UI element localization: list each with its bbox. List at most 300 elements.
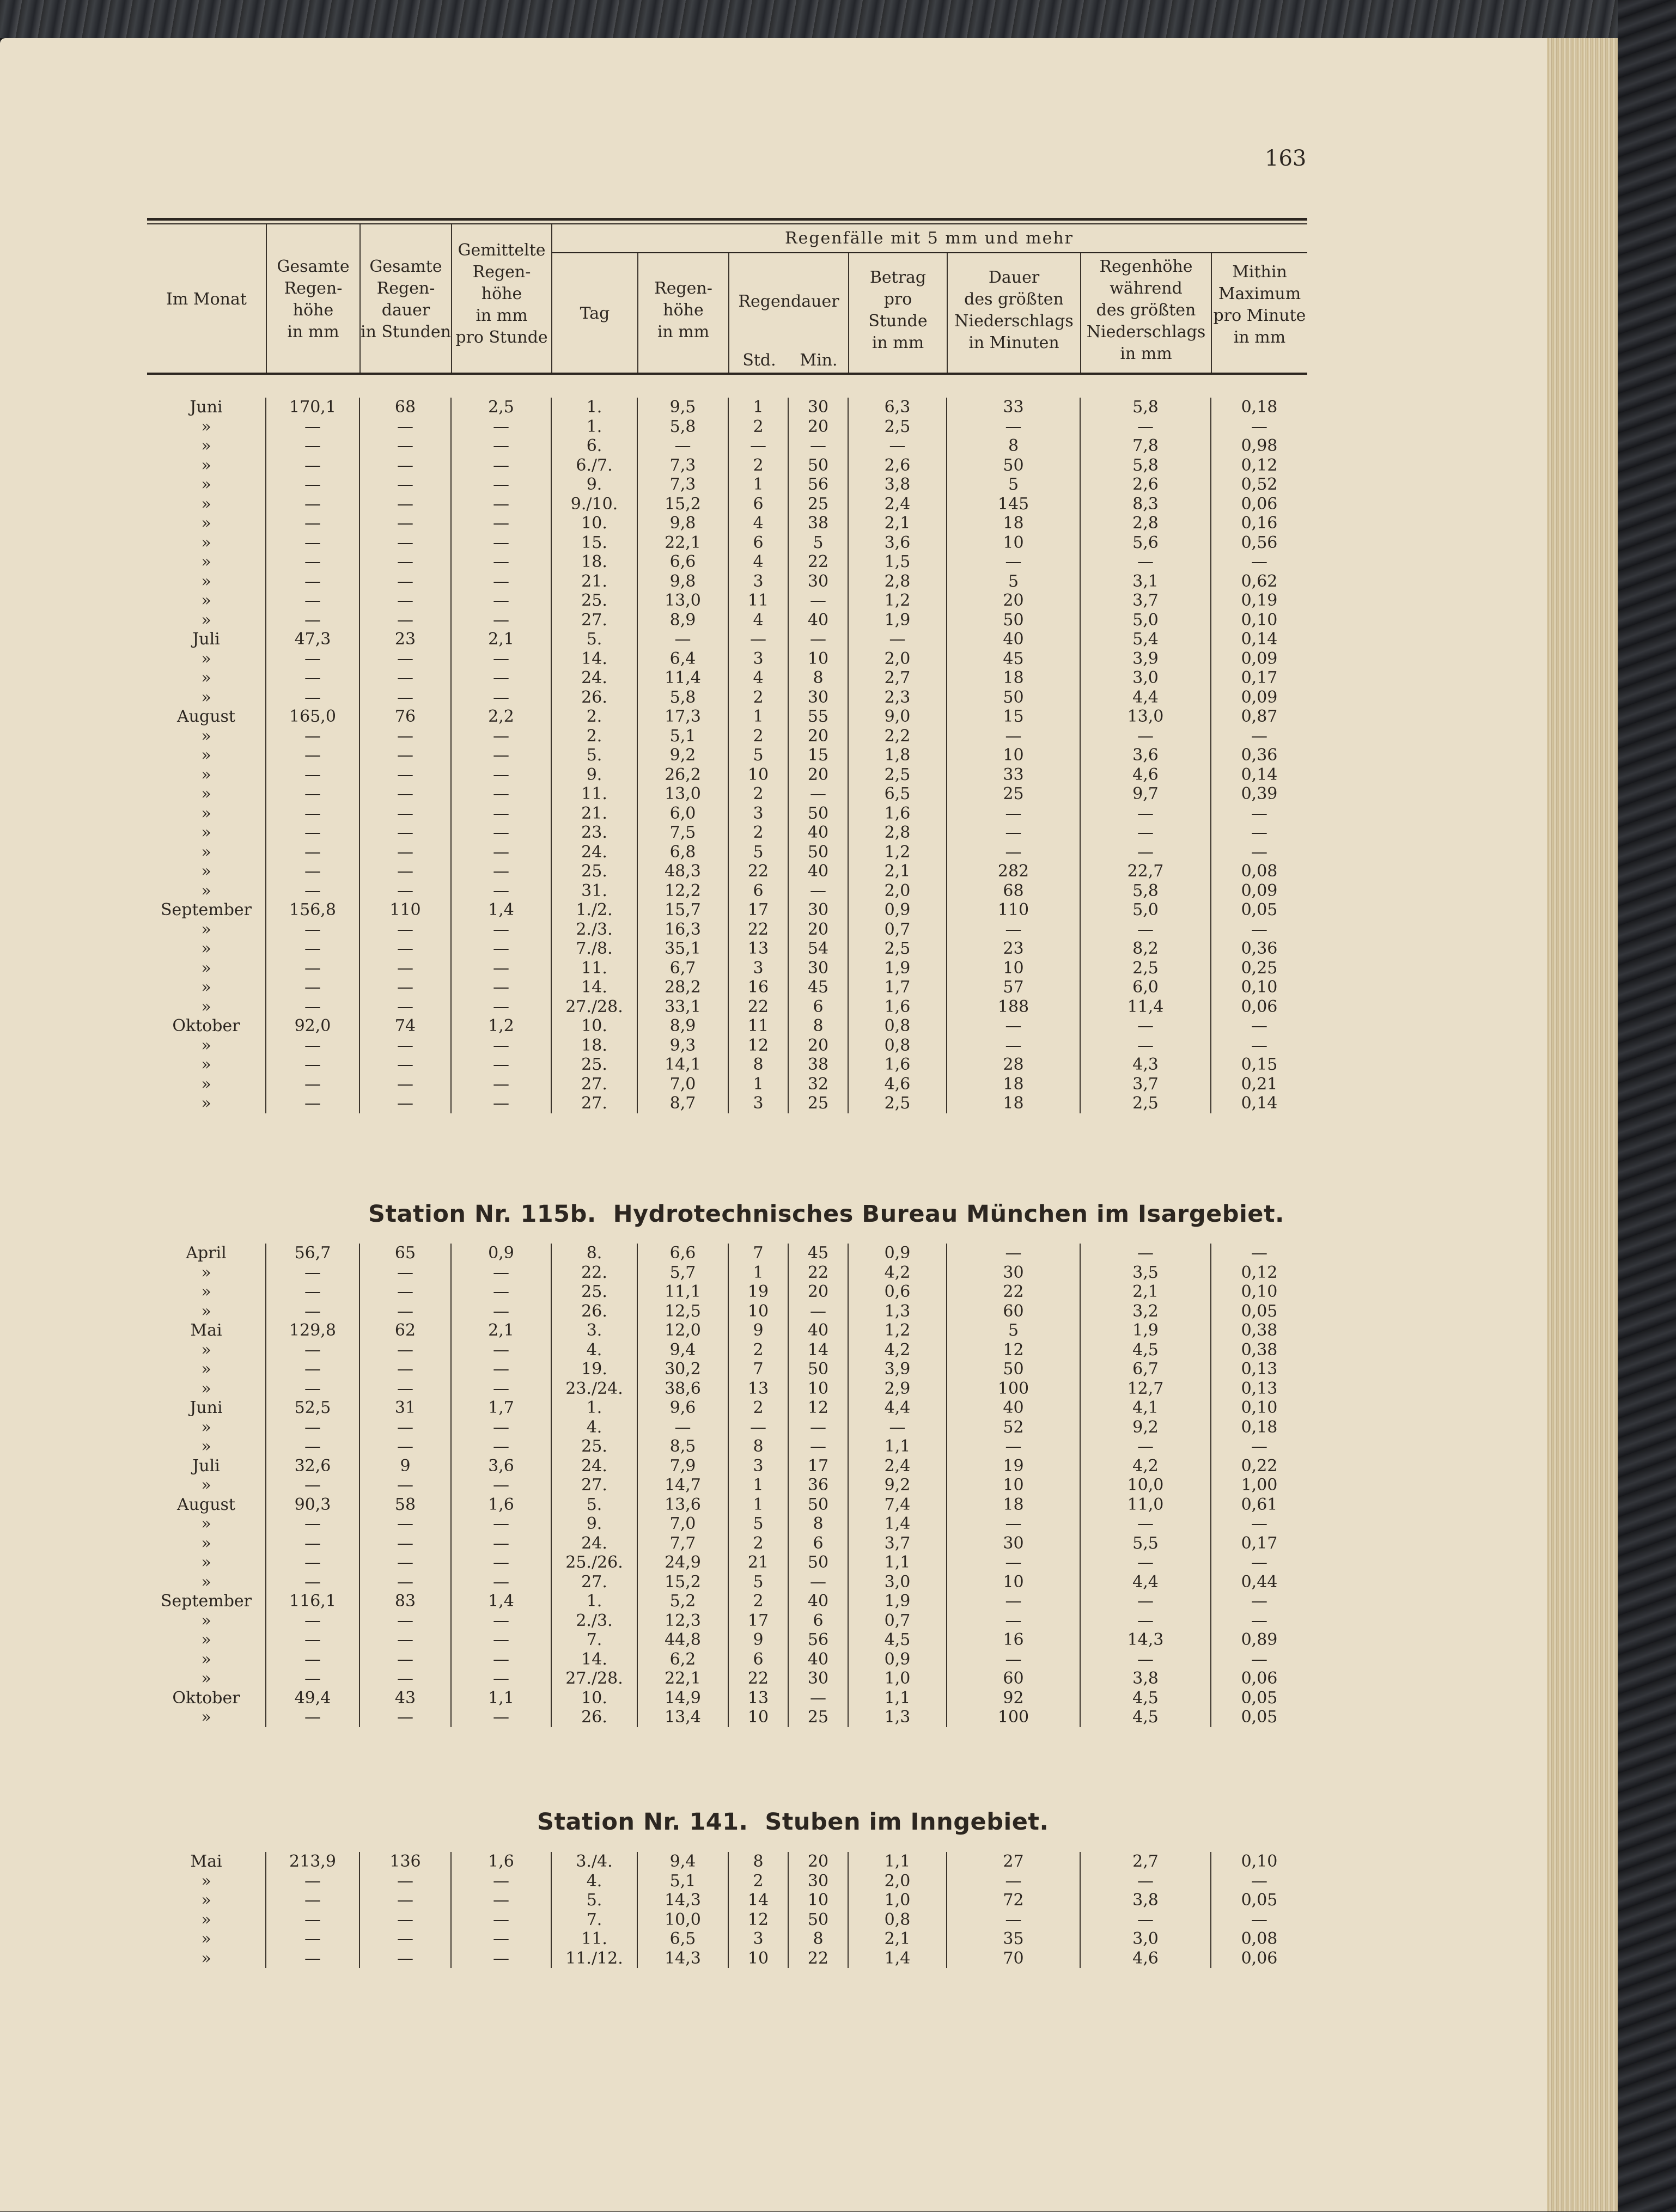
cell-duration-minutes: 8	[788, 1016, 848, 1036]
cell-rain-height: 11,1	[637, 1282, 728, 1302]
header-tag: Tag	[580, 304, 610, 323]
table-row	[147, 1244, 1307, 1263]
cell-mean-per-hour: —	[451, 436, 551, 456]
cell-total-rain: —	[266, 552, 359, 572]
cell-max-height: 3,5	[1080, 1263, 1211, 1283]
cell-duration-minutes: 50	[788, 1360, 848, 1379]
cell-month: »	[147, 1949, 266, 1969]
cell-duration-hours: 13	[728, 1689, 788, 1708]
cell-total-duration: —	[359, 1360, 451, 1379]
cell-duration-minutes: 25	[788, 1708, 848, 1727]
cell-mean-per-hour: —	[451, 649, 551, 669]
table-row	[147, 1573, 1307, 1592]
cell-amount-per-hour: 0,6	[848, 1282, 947, 1302]
header-regenhoehe	[638, 278, 728, 343]
cell-day: 10.	[551, 1689, 637, 1708]
cell-amount-per-hour: 1,6	[848, 804, 947, 824]
cell-day: 5.	[551, 630, 637, 649]
cell-mean-per-hour: —	[451, 1476, 551, 1495]
table-row	[147, 1457, 1307, 1476]
cell-month: »	[147, 1282, 266, 1302]
cell-duration-hours: 9	[728, 1630, 788, 1650]
cell-amount-per-hour: 2,4	[848, 495, 947, 514]
cell-amount-per-hour: 0,7	[848, 920, 947, 940]
cell-rain-height: 12,0	[637, 1321, 728, 1340]
cell-max-height: —	[1080, 1244, 1211, 1263]
cell-month: »	[147, 959, 266, 978]
cell-month: Oktober	[147, 1689, 266, 1708]
cell-day: 18.	[551, 552, 637, 572]
cell-day: 22.	[551, 1263, 637, 1283]
cell-amount-per-hour: 1,9	[848, 611, 947, 630]
header-line: Niederschlags	[954, 312, 1074, 331]
cell-max-per-minute: 0,08	[1241, 1929, 1278, 1948]
cell-duration-minutes: 25	[788, 1094, 848, 1113]
table-row	[147, 630, 1307, 649]
cell-duration-hours: 1	[728, 475, 788, 495]
cell-duration-hours: 3	[728, 804, 788, 824]
cell-day: 26.	[551, 1708, 637, 1727]
table-row	[147, 1340, 1307, 1360]
cell-duration-hours: 2	[728, 1872, 788, 1891]
header-line: Regen-	[654, 279, 712, 298]
cell-mean-per-hour: —	[451, 1910, 551, 1930]
cell-day: 2./3.	[551, 1611, 637, 1631]
table-row	[147, 1650, 1307, 1669]
cell-amount-per-hour: 1,2	[848, 1321, 947, 1340]
cell-max-per-minute: —	[1251, 842, 1267, 862]
cell-mean-per-hour: —	[451, 514, 551, 533]
cell-duration-minutes: 8	[788, 1929, 848, 1949]
station-141-number: Station Nr. 141.	[537, 1808, 748, 1836]
cell-max-duration: —	[947, 1872, 1080, 1891]
cell-max-height: —	[1080, 1514, 1211, 1534]
cell-day: 27.	[551, 1075, 637, 1094]
cell-month: »	[147, 649, 266, 669]
cell-max-duration: —	[947, 1016, 1080, 1036]
cell-max-duration: —	[947, 1514, 1080, 1534]
cell-total-rain: —	[266, 784, 359, 804]
table-row	[147, 1398, 1307, 1418]
cell-day: 2.	[551, 707, 637, 727]
cell-duration-hours: 1	[728, 707, 788, 727]
cell-max-height: —	[1080, 920, 1211, 940]
cell-mean-per-hour: —	[451, 746, 551, 765]
cell-max-per-minute: 0,52	[1241, 475, 1278, 494]
cell-month: Mai	[147, 1852, 266, 1872]
cell-total-duration: —	[359, 1650, 451, 1669]
cell-amount-per-hour: 1,1	[848, 1437, 947, 1457]
cell-duration-hours: 5	[728, 746, 788, 765]
cell-month: »	[147, 1055, 266, 1075]
cell-max-per-minute: 0,25	[1241, 958, 1278, 978]
cell-month: »	[147, 862, 266, 881]
cell-mean-per-hour: —	[451, 1514, 551, 1534]
cell-rain-height: 9,6	[637, 1398, 728, 1418]
cell-max-height: 5,0	[1080, 611, 1211, 630]
cell-mean-per-hour: —	[451, 1611, 551, 1631]
cell-month: Juli	[147, 630, 266, 649]
cell-day: 27.	[551, 611, 637, 630]
cell-duration-minutes: 22	[788, 552, 848, 572]
header-line: Maximum	[1218, 284, 1301, 303]
cell-max-height: —	[1080, 1650, 1211, 1669]
cell-total-rain: —	[266, 417, 359, 437]
cell-amount-per-hour: 1,8	[848, 746, 947, 765]
cell-rain-height: 13,6	[637, 1495, 728, 1515]
cell-max-duration: 18	[947, 1075, 1080, 1094]
cell-max-height: 3,8	[1080, 1891, 1211, 1910]
cell-mean-per-hour: —	[451, 668, 551, 688]
cell-day: 4.	[551, 1872, 637, 1891]
cell-mean-per-hour: —	[451, 881, 551, 901]
cell-mean-per-hour: —	[451, 1929, 551, 1949]
cell-max-per-minute: 0,13	[1241, 1379, 1278, 1398]
cell-month: »	[147, 1360, 266, 1379]
table-row	[147, 823, 1307, 843]
table-row	[147, 900, 1307, 920]
header-line: pro Minute	[1213, 306, 1306, 325]
cell-max-duration: 110	[947, 900, 1080, 920]
cell-max-per-minute: 0,36	[1241, 746, 1278, 765]
cell-rain-height: 13,0	[637, 591, 728, 611]
cell-month: »	[147, 1263, 266, 1283]
cell-amount-per-hour: 9,2	[848, 1476, 947, 1495]
cell-total-rain: —	[266, 1611, 359, 1631]
cell-rain-height: 17,3	[637, 707, 728, 727]
cell-max-per-minute: 0,38	[1241, 1340, 1278, 1360]
cell-mean-per-hour: —	[451, 1630, 551, 1650]
cell-max-per-minute: 0,89	[1241, 1630, 1278, 1649]
cell-max-duration: 5	[947, 1321, 1080, 1340]
cell-day: 11./12.	[551, 1949, 637, 1969]
cell-total-duration: 136	[359, 1852, 451, 1872]
cell-max-duration: —	[947, 1036, 1080, 1056]
cell-max-duration: 70	[947, 1949, 1080, 1969]
cell-total-rain: —	[266, 1418, 359, 1437]
table-row	[147, 514, 1307, 533]
cell-duration-minutes: 56	[788, 1630, 848, 1650]
cell-total-rain: —	[266, 1263, 359, 1283]
cell-max-per-minute: 0,17	[1241, 1533, 1278, 1553]
cell-rain-height: —	[637, 1418, 728, 1437]
cell-total-duration: —	[359, 649, 451, 669]
cell-total-rain: —	[266, 1929, 359, 1949]
cell-total-duration: —	[359, 1476, 451, 1495]
table-row	[147, 436, 1307, 456]
cell-rain-height: 13,4	[637, 1708, 728, 1727]
table-row	[147, 1891, 1307, 1910]
cell-day: 27.	[551, 1573, 637, 1592]
cell-month: »	[147, 1514, 266, 1534]
cell-amount-per-hour: 4,4	[848, 1398, 947, 1418]
cell-total-rain: 116,1	[266, 1592, 359, 1611]
cell-duration-hours: 2	[728, 1398, 788, 1418]
cell-max-duration: —	[947, 1611, 1080, 1631]
cell-day: 18.	[551, 1036, 637, 1056]
header-line: in Minuten	[968, 333, 1059, 352]
cell-duration-minutes: 30	[788, 1872, 848, 1891]
cell-max-height: 1,9	[1080, 1321, 1211, 1340]
table-row	[147, 746, 1307, 765]
cell-max-duration: 15	[947, 707, 1080, 727]
cell-amount-per-hour: 1,4	[848, 1949, 947, 1969]
cell-duration-minutes: 40	[788, 862, 848, 881]
cell-amount-per-hour: 0,9	[848, 900, 947, 920]
cell-duration-hours: 19	[728, 1282, 788, 1302]
cell-max-duration: 10	[947, 533, 1080, 553]
cell-max-height: —	[1080, 804, 1211, 824]
cell-rain-height: 6,4	[637, 649, 728, 669]
cell-max-duration: 10	[947, 1476, 1080, 1495]
cell-max-per-minute: 0,08	[1241, 862, 1278, 881]
cell-max-height: 4,3	[1080, 1055, 1211, 1075]
cell-duration-hours: 17	[728, 1611, 788, 1631]
header-line: pro	[883, 290, 912, 309]
cell-rain-height: 6,2	[637, 1650, 728, 1669]
cell-total-duration: —	[359, 495, 451, 514]
header-line: höhe	[663, 301, 704, 320]
cell-total-duration: —	[359, 823, 451, 843]
cell-day: 10.	[551, 514, 637, 533]
rainfall-table-station-141	[147, 1852, 1307, 1968]
cell-total-rain: 56,7	[266, 1244, 359, 1263]
cell-max-height: 6,7	[1080, 1360, 1211, 1379]
cell-day: 19.	[551, 1360, 637, 1379]
cell-total-rain: —	[266, 1630, 359, 1650]
cell-duration-hours: 10	[728, 1949, 788, 1969]
cell-total-rain: —	[266, 1650, 359, 1669]
cell-max-duration: 188	[947, 997, 1080, 1017]
cell-max-duration: 18	[947, 668, 1080, 688]
cell-total-rain: —	[266, 1891, 359, 1910]
cell-duration-hours: —	[728, 630, 788, 649]
book-binding-right	[1618, 0, 1676, 2212]
cell-duration-minutes: 20	[788, 1036, 848, 1056]
cell-mean-per-hour: —	[451, 727, 551, 746]
cell-rain-height: 30,2	[637, 1360, 728, 1379]
cell-month: »	[147, 1891, 266, 1910]
cell-max-height: 8,2	[1080, 939, 1211, 959]
cell-max-duration: —	[947, 1437, 1080, 1457]
cell-duration-minutes: 5	[788, 533, 848, 553]
cell-total-duration: 23	[359, 630, 451, 649]
cell-max-duration: 28	[947, 1055, 1080, 1075]
cell-duration-hours: 6	[728, 881, 788, 901]
cell-amount-per-hour: 3,7	[848, 1534, 947, 1553]
table-row	[147, 765, 1307, 785]
cell-max-per-minute: 0,14	[1241, 765, 1278, 784]
cell-total-rain: —	[266, 997, 359, 1017]
cell-max-per-minute: 0,36	[1241, 939, 1278, 958]
cell-day: 10.	[551, 1016, 637, 1036]
cell-duration-hours: 3	[728, 959, 788, 978]
cell-month: »	[147, 475, 266, 495]
cell-total-rain: —	[266, 1573, 359, 1592]
cell-day: 1.	[551, 398, 637, 417]
cell-day: 26.	[551, 1302, 637, 1321]
cell-max-duration: 23	[947, 939, 1080, 959]
cell-rain-height: 9,2	[637, 746, 728, 765]
cell-max-height: 10,0	[1080, 1476, 1211, 1495]
cell-max-height: 5,6	[1080, 533, 1211, 553]
cell-mean-per-hour: 3,6	[451, 1457, 551, 1476]
cell-amount-per-hour: 1,1	[848, 1553, 947, 1573]
cell-day: 9.	[551, 765, 637, 785]
cell-rain-height: 12,5	[637, 1302, 728, 1321]
cell-rain-height: 7,3	[637, 475, 728, 495]
cell-max-height: 2,5	[1080, 959, 1211, 978]
cell-max-height: 4,4	[1080, 688, 1211, 708]
cell-amount-per-hour: 1,9	[848, 1592, 947, 1611]
cell-duration-hours: 2	[728, 823, 788, 843]
cell-duration-minutes: 20	[788, 727, 848, 746]
rainfall-table-station-115b	[147, 1244, 1307, 1727]
cell-duration-minutes: —	[788, 1418, 848, 1437]
cell-mean-per-hour: —	[451, 611, 551, 630]
cell-rain-height: 9,4	[637, 1852, 728, 1872]
cell-amount-per-hour: 4,5	[848, 1630, 947, 1650]
cell-amount-per-hour: 3,0	[848, 1573, 947, 1592]
cell-duration-minutes: 22	[788, 1263, 848, 1283]
cell-max-height: 13,0	[1080, 707, 1211, 727]
cell-total-duration: —	[359, 978, 451, 997]
cell-duration-hours: 10	[728, 1302, 788, 1321]
cell-max-height: 3,6	[1080, 746, 1211, 765]
cell-duration-hours: 10	[728, 1708, 788, 1727]
cell-max-duration: 100	[947, 1379, 1080, 1399]
header-line: Mithin	[1232, 263, 1287, 282]
cell-mean-per-hour: —	[451, 1891, 551, 1910]
cell-duration-minutes: 10	[788, 649, 848, 669]
cell-total-rain: —	[266, 572, 359, 592]
cell-total-duration: —	[359, 804, 451, 824]
cell-total-rain: —	[266, 514, 359, 533]
cell-total-rain: 90,3	[266, 1495, 359, 1515]
table-row	[147, 804, 1307, 824]
cell-duration-minutes: 32	[788, 1075, 848, 1094]
cell-total-duration: 110	[359, 900, 451, 920]
cell-rain-height: 5,8	[637, 417, 728, 437]
cell-mean-per-hour: —	[451, 1669, 551, 1689]
cell-max-height: 22,7	[1080, 862, 1211, 881]
station-141-title	[537, 1808, 1049, 1836]
table-row	[147, 939, 1307, 959]
cell-total-rain: —	[266, 823, 359, 843]
cell-max-height: 14,3	[1080, 1630, 1211, 1650]
cell-mean-per-hour: 1,4	[451, 1592, 551, 1611]
cell-mean-per-hour: —	[451, 552, 551, 572]
cell-duration-hours: 22	[728, 997, 788, 1017]
cell-amount-per-hour: 2,9	[848, 1379, 947, 1399]
cell-max-duration: 40	[947, 630, 1080, 649]
cell-max-per-minute: 0,13	[1241, 1360, 1278, 1379]
cell-duration-hours: 11	[728, 591, 788, 611]
cell-total-rain: 156,8	[266, 900, 359, 920]
cell-month: »	[147, 495, 266, 514]
cell-rain-height: 7,7	[637, 1534, 728, 1553]
table-row	[147, 417, 1307, 437]
cell-max-height: 5,8	[1080, 398, 1211, 417]
cell-max-per-minute: 0,18	[1241, 1417, 1278, 1437]
cell-duration-hours: 21	[728, 1553, 788, 1573]
cell-duration-minutes: 17	[788, 1457, 848, 1476]
cell-month: »	[147, 1302, 266, 1321]
table-row	[147, 1495, 1307, 1515]
header-gesamte-regendauer	[361, 256, 451, 343]
table-row	[147, 611, 1307, 630]
cell-max-duration: 18	[947, 1094, 1080, 1113]
table-row	[147, 1949, 1307, 1969]
cell-max-duration: 45	[947, 649, 1080, 669]
cell-rain-height: 6,6	[637, 552, 728, 572]
table-row	[147, 1437, 1307, 1457]
cell-max-duration: 60	[947, 1302, 1080, 1321]
cell-max-height: 6,0	[1080, 978, 1211, 997]
cell-duration-minutes: 50	[788, 804, 848, 824]
cell-total-duration: —	[359, 668, 451, 688]
cell-max-duration: 68	[947, 881, 1080, 901]
cell-total-rain: —	[266, 959, 359, 978]
cell-day: 1.	[551, 1592, 637, 1611]
cell-rain-height: 28,2	[637, 978, 728, 997]
cell-amount-per-hour: —	[848, 630, 947, 649]
cell-month: »	[147, 1872, 266, 1891]
cell-day: 25.	[551, 1437, 637, 1457]
cell-max-duration: —	[947, 1650, 1080, 1669]
cell-max-per-minute: 0,17	[1241, 668, 1278, 687]
cell-total-duration: —	[359, 1340, 451, 1360]
cell-duration-minutes: 50	[788, 1495, 848, 1515]
cell-max-duration: 5	[947, 475, 1080, 495]
cell-max-duration: 72	[947, 1891, 1080, 1910]
cell-amount-per-hour: 2,0	[848, 1872, 947, 1891]
cell-total-duration: —	[359, 417, 451, 437]
cell-amount-per-hour: 6,5	[848, 784, 947, 804]
cell-duration-hours: 12	[728, 1036, 788, 1056]
cell-max-duration: 33	[947, 398, 1080, 417]
cell-total-duration: —	[359, 920, 451, 940]
cell-max-duration: 20	[947, 591, 1080, 611]
cell-total-duration: 68	[359, 398, 451, 417]
cell-total-duration: —	[359, 1514, 451, 1534]
cell-max-per-minute: 0,62	[1241, 571, 1278, 591]
cell-month: »	[147, 533, 266, 553]
cell-total-rain: —	[266, 1708, 359, 1727]
cell-rain-height: 7,3	[637, 456, 728, 476]
cell-amount-per-hour: 1,1	[848, 1852, 947, 1872]
cell-max-duration: 27	[947, 1852, 1080, 1872]
cell-rain-height: 15,2	[637, 1573, 728, 1592]
cell-duration-hours: —	[728, 1418, 788, 1437]
cell-amount-per-hour: 2,7	[848, 668, 947, 688]
cell-total-duration: —	[359, 611, 451, 630]
cell-day: 21.	[551, 804, 637, 824]
cell-duration-minutes: 45	[788, 1244, 848, 1263]
cell-day: 2.	[551, 727, 637, 746]
cell-mean-per-hour: 2,1	[451, 630, 551, 649]
header-line: Regen-	[376, 279, 435, 298]
cell-max-duration: 50	[947, 688, 1080, 708]
header-line: Regen-	[284, 279, 343, 298]
cell-rain-height: 14,1	[637, 1055, 728, 1075]
cell-day: 3.	[551, 1321, 637, 1340]
cell-max-per-minute: —	[1251, 919, 1267, 939]
cell-day: 21.	[551, 572, 637, 592]
cell-duration-hours: 14	[728, 1891, 788, 1910]
cell-rain-height: 5,1	[637, 727, 728, 746]
cell-amount-per-hour: 4,2	[848, 1340, 947, 1360]
